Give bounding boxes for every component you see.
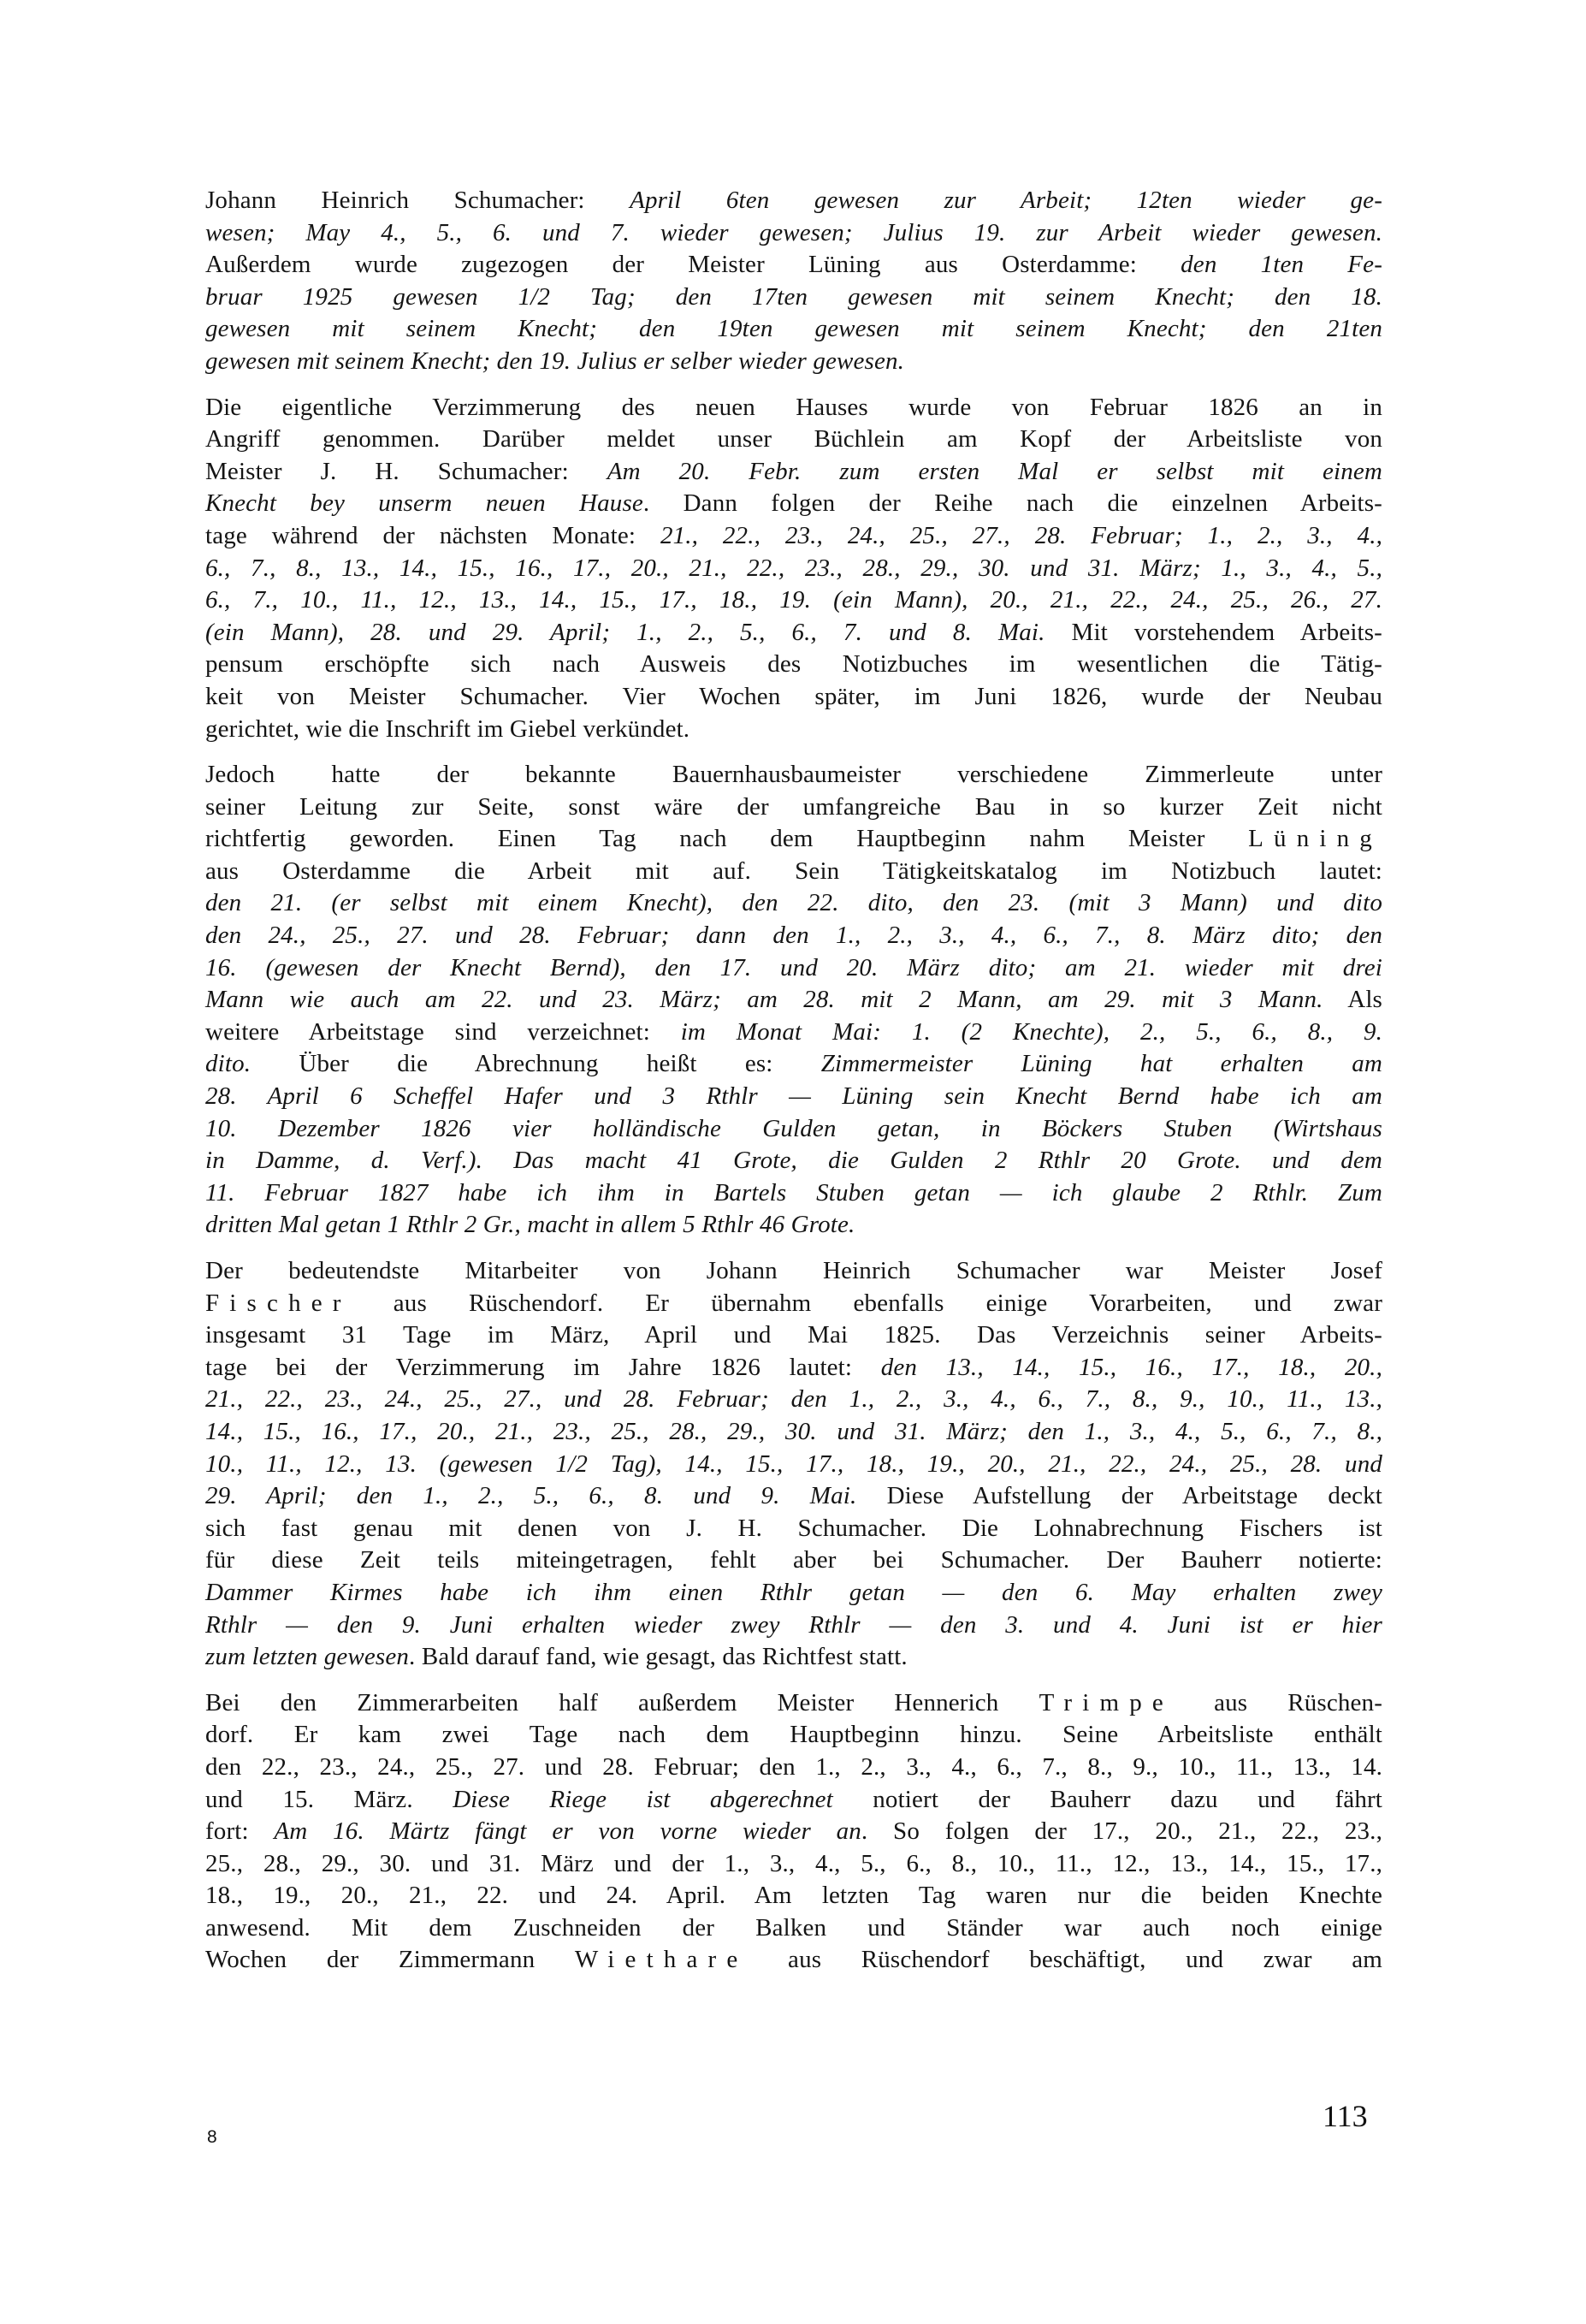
italic-quote: 10. Dezember 1826 vier holländische Gulden getan, in Böckers Stuben (Wirtshaus <box>205 1114 1382 1142</box>
text-line <box>205 1017 1382 1049</box>
italic-quote: 10., 11., 12., 13. (gewesen 1/2 Tag), 14., 15., 17., 18., 19., 20., 21., 22., 24., 25., 28. und <box>205 1450 1382 1478</box>
text-segment: seiner Leitung zur Seite, sonst wäre der umfangreiche Bau in so kurzer Zeit nicht <box>205 792 1382 821</box>
spaced-name: Wiethare <box>574 1946 749 1974</box>
italic-quote: 6., 7., 8., 13., 14., 15., 16., 17., 20., 21., 22., 23., 28., 29., 30. und 31. März; 1., 3., 4., 5., <box>205 554 1382 582</box>
text-line <box>205 1319 1382 1352</box>
text-segment: fort: <box>205 1817 275 1846</box>
text-line <box>205 1880 1382 1912</box>
spaced-name: Lüning <box>1248 825 1382 853</box>
text-line <box>205 456 1382 489</box>
text-segment: notiert der Bauherr dazu und fährt <box>832 1785 1382 1813</box>
italic-quote: den 13., 14., 15., 16., 17., 18., 20., <box>880 1353 1382 1381</box>
text-line <box>205 1288 1382 1320</box>
italic-quote: 6., 7., 10., 11., 12., 13., 14., 15., 17., 18., 19. (ein Mann), 20., 21., 22., 24., 25., 26., 27. <box>205 586 1382 614</box>
text-line <box>205 1848 1382 1881</box>
paragraph <box>205 1687 1382 1977</box>
text-segment: Diese Aufstellung der Arbeitstage deckt <box>856 1482 1382 1510</box>
text-segment: insgesamt 31 Tage im März, April und Mai 1825. Das Verzeichnis seiner Arbeits- <box>205 1321 1382 1349</box>
italic-quote: gewesen mit seinem Knecht; den 19. Julius er selber wieder gewesen. <box>205 347 905 375</box>
signature-mark: 8 <box>207 2127 217 2147</box>
text-line <box>205 1209 1382 1242</box>
text-segment: pensum erschöpfte sich nach Ausweis des Notizbuches im wesentlichen die Tätig- <box>205 650 1382 679</box>
text-line <box>205 649 1382 681</box>
text-line <box>205 1048 1382 1081</box>
text-segment: . Bald darauf fand, wie gesagt, das Richtfest statt. <box>409 1643 908 1671</box>
text-line <box>205 1752 1382 1784</box>
italic-quote: Am 16. Märtz fängt er von vorne wieder an <box>274 1817 861 1846</box>
text-segment: Der bedeutendste Mitarbeiter von Johann Heinrich Schumacher war Meister Josef <box>205 1257 1382 1284</box>
italic-quote: 14., 15., 16., 17., 20., 21., 23., 25., 28., 29., 30. und 31. März; den 1., 3., 4., 5., 6., 7., 8., <box>205 1417 1382 1445</box>
text-segment: und 15. März. <box>205 1785 453 1813</box>
italic-quote: den 1ten Fe- <box>1181 251 1383 279</box>
italic-quote: Diese Riege ist abgerechnet <box>453 1785 833 1813</box>
paragraph <box>205 759 1382 1242</box>
text-line <box>205 1784 1382 1817</box>
text-column <box>205 185 1382 1990</box>
italic-quote: zum letzten gewesen <box>205 1643 410 1671</box>
text-segment: Über die Abrechnung heißt es: <box>251 1050 821 1078</box>
paragraph <box>205 185 1382 378</box>
paragraph <box>205 1255 1382 1674</box>
text-line <box>205 1687 1382 1720</box>
text-segment: richtfertig geworden. Einen Tag nach dem Hauptbeginn nahm Meister <box>205 825 1249 853</box>
text-line <box>205 1449 1382 1481</box>
page-number: 113 <box>1323 2099 1368 2133</box>
text-segment: Bei den Zimmerarbeiten half außerdem Meister Hennerich <box>205 1688 1039 1716</box>
text-segment: Außerdem wurde zugezogen der Meister Lüning aus Osterdamme: <box>205 251 1181 279</box>
italic-quote: Mann wie auch am 22. und 23. März; am 28. mit 2 Mann, am 29. mit 3 Mann. <box>205 986 1323 1014</box>
text-line <box>205 1416 1382 1449</box>
text-line <box>205 1145 1382 1177</box>
text-line <box>205 1816 1382 1848</box>
italic-quote: bruar 1925 gewesen 1/2 Tag; den 17ten gewesen mit seinem Knecht; den 18. <box>205 282 1382 311</box>
italic-quote: wesen; May 4., 5., 6. und 7. wieder gewesen; Julius 19. zur Arbeit wieder gewesen. <box>205 218 1382 246</box>
paragraph <box>205 392 1382 746</box>
italic-quote: den 24., 25., 27. und 28. Februar; dann den 1., 2., 3., 4., 6., 7., 8. März dito; den <box>205 922 1382 950</box>
text-segment: Mit vorstehendem Arbeits- <box>1045 618 1382 646</box>
text-line <box>205 217 1382 250</box>
text-segment: aus Rüschendorf. Er übernahm ebenfalls einige Vorarbeiten, und zwar <box>351 1289 1382 1317</box>
italic-quote: dito. <box>205 1050 252 1078</box>
text-segment: Als <box>1323 986 1382 1014</box>
text-line <box>205 1081 1382 1113</box>
text-segment: anwesend. Mit dem Zuschneiden der Balken und Ständer war auch noch einige <box>205 1913 1382 1942</box>
text-line <box>205 1641 1382 1674</box>
text-line <box>205 249 1382 282</box>
spaced-name: Trimpe <box>1039 1688 1174 1716</box>
text-segment: 18., 19., 20., 21., 22. und 24. April. Am letzten Tag waren nur die beiden Knechte <box>205 1882 1382 1910</box>
text-segment: den 22., 23., 24., 25., 27. und 28. Februar; den 1., 2., 3., 4., 6., 7., 8., 9., 10., 11., 13., 14. <box>205 1752 1382 1781</box>
italic-quote: dritten Mal getan 1 Rthlr 2 Gr., macht in allem 5 Rthlr 46 Grote. <box>205 1211 855 1239</box>
text-segment: . So folgen der 17., 20., 21., 22., 23., <box>861 1817 1382 1846</box>
text-segment: gerichtet, wie die Inschrift im Giebel verkündet. <box>205 714 690 743</box>
italic-quote: Knecht bey unserm neuen Hause <box>205 489 643 518</box>
text-segment: Meister J. H. Schumacher: <box>205 457 607 485</box>
text-line <box>205 1113 1382 1146</box>
text-segment: keit von Meister Schumacher. Vier Wochen später, im Juni 1826, wurde der Neubau <box>205 682 1382 710</box>
text-segment: aus Osterdamme die Arbeit mit auf. Sein Tätigkeitskatalog im Notizbuch lautet: <box>205 857 1382 885</box>
text-segment: Angriff genommen. Darüber meldet unser Büchlein am Kopf der Arbeitsliste von <box>205 425 1382 454</box>
italic-quote: Am 20. Febr. zum ersten Mal er selbst mit einem <box>607 457 1382 485</box>
text-line <box>205 313 1382 346</box>
text-line <box>205 346 1382 378</box>
italic-quote: im Monat Mai: 1. (2 Knechte), 2., 5., 6., 8., 9. <box>680 1017 1382 1046</box>
text-line <box>205 1544 1382 1577</box>
spaced-name: Fischer <box>205 1289 352 1317</box>
italic-quote: in Damme, d. Verf.). Das macht 41 Grote, die Gulden 2 Rthlr 20 Grote. und dem <box>205 1147 1382 1175</box>
text-line <box>205 185 1382 217</box>
text-line <box>205 952 1382 985</box>
text-segment: sich fast genau mit denen von J. H. Schumacher. Die Lohnabrechnung Fischers ist <box>205 1514 1382 1542</box>
text-line <box>205 392 1382 424</box>
text-line <box>205 488 1382 520</box>
text-line <box>205 887 1382 920</box>
text-segment: Jedoch hatte der bekannte Bauernhausbaumeister verschiedene Zimmerleute unter <box>205 761 1382 789</box>
text-segment: dorf. Er kam zwei Tage nach dem Hauptbeginn hinzu. Seine Arbeitsliste enthält <box>205 1721 1382 1749</box>
text-segment: weitere Arbeitstage sind verzeichnet: <box>205 1017 681 1046</box>
text-line <box>205 791 1382 824</box>
text-segment: aus Rüschendorf beschäftigt, und zwar am <box>748 1946 1383 1974</box>
italic-quote: den 21. (er selbst mit einem Knecht), den 22. dito, den 23. (mit 3 Mann) und dito <box>205 889 1382 917</box>
text-segment: aus Rüschen- <box>1173 1688 1383 1716</box>
italic-quote: Zimmermeister Lüning hat erhalten am <box>820 1050 1382 1078</box>
text-line <box>205 920 1382 952</box>
text-line <box>205 553 1382 585</box>
italic-quote: 21., 22., 23., 24., 25., 27., und 28. Februar; den 1., 2., 3., 4., 6., 7., 8., 9., 10., 11., 13., <box>205 1385 1382 1414</box>
italic-quote: (ein Mann), 28. und 29. April; 1., 2., 5., 6., 7. und 8. Mai. <box>205 618 1045 646</box>
text-line <box>205 1719 1382 1752</box>
text-line <box>205 1352 1382 1384</box>
italic-quote: Dammer Kirmes habe ich ihm einen Rthlr getan — den 6. May erhalten zwey <box>205 1578 1382 1606</box>
text-line <box>205 617 1382 649</box>
text-line <box>205 1480 1382 1513</box>
italic-quote: 11. Februar 1827 habe ich ihm in Bartels Stuben getan — ich glaube 2 Rthlr. Zum <box>205 1178 1382 1206</box>
text-segment: für diese Zeit teils miteingetragen, fehlt aber bei Schumacher. Der Bauherr notierte: <box>205 1546 1382 1574</box>
text-segment: 25., 28., 29., 30. und 31. März und der 1., 3., 4., 5., 6., 8., 10., 11., 12., 13., 14., 15., 17., <box>205 1849 1382 1877</box>
text-line <box>205 424 1382 456</box>
text-line <box>205 1513 1382 1545</box>
italic-quote: Rthlr — den 9. Juni erhalten wieder zwey Rthlr — den 3. und 4. Juni ist er hier <box>205 1610 1382 1639</box>
italic-quote: gewesen mit seinem Knecht; den 19ten gewesen mit seinem Knecht; den 21ten <box>205 315 1382 343</box>
text-segment: Wochen der Zimmermann <box>205 1946 575 1974</box>
text-line <box>205 1912 1382 1945</box>
text-line <box>205 856 1382 888</box>
italic-quote: April 6ten gewesen zur Arbeit; 12ten wieder ge- <box>630 187 1383 214</box>
text-line <box>205 520 1382 553</box>
text-line <box>205 681 1382 714</box>
text-line <box>205 714 1382 746</box>
text-line <box>205 1944 1382 1977</box>
italic-quote: 16. (gewesen der Knecht Bernd), den 17. und 20. März dito; am 21. wieder mit drei <box>205 953 1382 981</box>
text-line <box>205 282 1382 314</box>
text-line <box>205 584 1382 617</box>
italic-quote: 28. April 6 Scheffel Hafer und 3 Rthlr — Lüning sein Knecht Bernd habe ich am <box>205 1082 1382 1111</box>
italic-quote: 29. April; den 1., 2., 5., 6., 8. und 9. Mai. <box>205 1482 857 1510</box>
text-line <box>205 759 1382 791</box>
text-segment: tage bei der Verzimmerung im Jahre 1826 lautet: <box>205 1353 881 1381</box>
italic-quote: 21., 22., 23., 24., 25., 27., 28. Februar; 1., 2., 3., 4., <box>660 521 1383 549</box>
text-line <box>205 823 1382 856</box>
text-line <box>205 1255 1382 1288</box>
text-line <box>205 1577 1382 1610</box>
text-line <box>205 1610 1382 1642</box>
text-line <box>205 1177 1382 1210</box>
text-segment: Die eigentliche Verzimmerung des neuen Hauses wurde von Februar 1826 an in <box>205 393 1382 421</box>
text-segment: . Dann folgen der Reihe nach die einzelnen Arbeits- <box>642 489 1382 518</box>
text-segment: tage während der nächsten Monate: <box>205 521 660 549</box>
text-segment: Johann Heinrich Schumacher: <box>205 187 630 214</box>
text-line <box>205 1384 1382 1416</box>
text-line <box>205 984 1382 1017</box>
